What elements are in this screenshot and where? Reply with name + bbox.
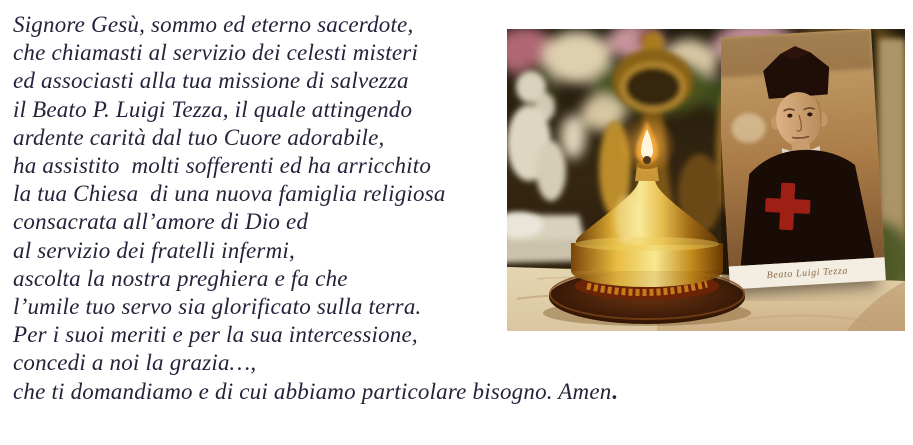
prayer-line-6: ha assistito molti sofferenti ed ha arricchito: [13, 153, 432, 179]
flame: [617, 115, 677, 175]
prayer-line-5: ardente carità dal tuo Cuore adorabile,: [13, 124, 385, 150]
final-period: .: [611, 378, 618, 404]
prayer-line-13: concedi a noi la grazia…,: [13, 350, 257, 376]
prayer-line-4: il Beato P. Luigi Tezza, il quale attingendo: [13, 96, 413, 122]
priest-portrait: [721, 29, 884, 266]
prayer-line-14-text: che ti domandiamo e di cui abbiamo particolare bisogno. Amen: [13, 378, 612, 404]
altar-scene: [507, 29, 905, 331]
prayer-line-1: Signore Gesù, sommo ed eterno sacerdote,: [13, 12, 414, 37]
prayer-line-8: consacrata all’amore di Dio ed: [13, 209, 309, 235]
prayer-line-14: [13, 378, 893, 406]
prayer-line-12: Per i suoi meriti e per la sua intercessione,: [13, 322, 418, 348]
prayer-line-2: che chiamasti al servizio dei celesti misteri: [13, 40, 419, 66]
wick: [643, 156, 651, 164]
prayer-card-slot: [721, 29, 905, 301]
priest-portrait-art: [721, 29, 884, 266]
card-caption-text: Beato Luigi Tezza: [766, 265, 849, 282]
altar-photo: [507, 29, 905, 331]
prayer-line-9: al servizio dei fratelli infermi,: [13, 237, 295, 263]
cone-highlight: [614, 195, 640, 243]
prayer-line-3: ed associasti alla tua missione di salvezza: [13, 68, 409, 94]
prayer-line-10: ascolta la nostra preghiera e fa che: [13, 265, 348, 291]
prayer-card: [721, 29, 886, 289]
prayer-line-11: l’umile tuo servo sia glorificato sulla terra.: [13, 294, 422, 320]
prayer-line-7: la tua Chiesa di una nuova famiglia religiosa: [13, 181, 446, 207]
